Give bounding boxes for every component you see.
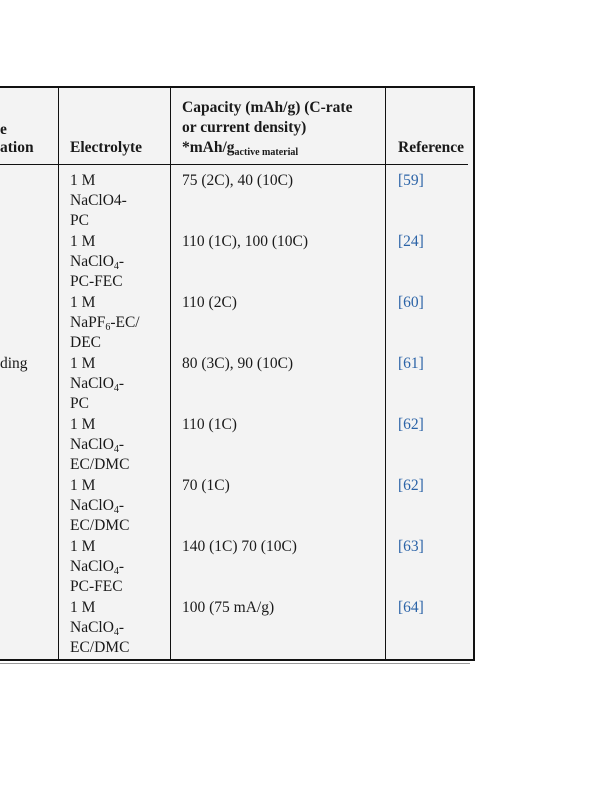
- capacity-cell: 100 (75 mA/g): [182, 599, 275, 616]
- electrolyte-text: NaClO: [70, 253, 114, 270]
- electrolyte-subscript: 4: [113, 261, 119, 272]
- electrolyte-text: NaClO: [70, 375, 114, 392]
- reference-link[interactable]: [62]: [398, 477, 424, 494]
- header-col1-line1: e: [0, 121, 7, 138]
- column-divider: [58, 86, 59, 661]
- electrolyte-line: [70, 211, 89, 231]
- electrolyte-line: [70, 598, 95, 618]
- electrolyte-text: EC/DMC: [70, 639, 130, 656]
- capacity-cell: 80 (3C), 90 (10C): [182, 355, 294, 372]
- electrolyte-text: 1 M: [70, 599, 96, 616]
- header-reference: Reference: [398, 139, 464, 156]
- table-top-rule: [0, 86, 474, 88]
- header-capacity-line3: [182, 138, 298, 158]
- electrolyte-line: [70, 415, 95, 435]
- header-capacity-line1: Capacity (mAh/g) (C-rate: [182, 99, 353, 116]
- electrolyte-line: [70, 496, 124, 516]
- electrolyte-line: [70, 455, 129, 475]
- electrolyte-subscript: 4: [113, 444, 119, 455]
- electrolyte-text: NaClO: [70, 619, 114, 636]
- reference-link[interactable]: [63]: [398, 538, 424, 555]
- electrolyte-text: 1 M: [70, 294, 96, 311]
- header-capacity-line2: or current density): [182, 119, 307, 136]
- electrolyte-text-suffix: -: [118, 436, 125, 453]
- electrolyte-text-suffix: -: [118, 619, 125, 636]
- electrolyte-text: 1 M: [70, 477, 96, 494]
- electrolyte-text: 1 M: [70, 538, 96, 555]
- electrolyte-line: [70, 557, 124, 577]
- electrolyte-text: 1 M: [70, 416, 96, 433]
- electrolyte-text: PC: [70, 395, 89, 412]
- electrolyte-text-suffix: -: [118, 497, 125, 514]
- electrolyte-line: [70, 516, 129, 536]
- electrolyte-text: EC/DMC: [70, 456, 130, 473]
- reference-link[interactable]: [62]: [398, 416, 424, 433]
- electrolyte-line: [70, 537, 95, 557]
- electrolyte-line: [70, 577, 123, 597]
- capacity-cell: 110 (1C): [182, 416, 237, 433]
- capacity-cell: 70 (1C): [182, 477, 230, 494]
- header-col1-line2: ation: [0, 139, 34, 156]
- electrolyte-subscript: 4: [113, 627, 119, 638]
- electrolyte-line: [70, 354, 95, 374]
- col1-partial-cell: ding: [0, 355, 28, 372]
- header-capacity-unit: *mAh/g: [182, 139, 235, 156]
- electrolyte-line: [70, 374, 124, 394]
- electrolyte-line: [70, 272, 123, 292]
- reference-link[interactable]: [59]: [398, 172, 424, 189]
- column-divider: [170, 86, 171, 661]
- electrolyte-subscript: 6: [105, 322, 111, 333]
- reference-link[interactable]: [60]: [398, 294, 424, 311]
- electrolyte-line: [70, 171, 95, 191]
- electrolyte-text: NaClO4-: [70, 192, 127, 209]
- electrolyte-text-suffix: -: [118, 375, 125, 392]
- electrolyte-text: EC/DMC: [70, 517, 130, 534]
- electrolyte-text: NaClO: [70, 558, 114, 575]
- electrolyte-line: [70, 293, 95, 313]
- electrolyte-text: DEC: [70, 334, 101, 351]
- electrolyte-text-suffix: -: [118, 253, 125, 270]
- electrolyte-text-suffix: -EC/: [110, 314, 140, 331]
- electrolyte-text: PC: [70, 212, 89, 229]
- header-electrolyte: Electrolyte: [70, 139, 143, 156]
- reference-link[interactable]: [64]: [398, 599, 424, 616]
- capacity-cell: 110 (2C): [182, 294, 237, 311]
- electrolyte-text: NaPF: [70, 314, 106, 331]
- table-right-border: [473, 86, 475, 661]
- table-underline: [0, 663, 470, 664]
- capacity-cell: 75 (2C), 40 (10C): [182, 172, 294, 189]
- header-capacity-unit-subscript: active material: [234, 147, 299, 158]
- electrolyte-text: PC-FEC: [70, 273, 123, 290]
- electrolyte-line: [70, 252, 124, 272]
- electrolyte-line: [70, 435, 124, 455]
- reference-link[interactable]: [24]: [398, 233, 424, 250]
- electrolyte-line: [70, 191, 127, 211]
- table-bottom-rule: [0, 659, 474, 661]
- electrolyte-text: NaClO: [70, 436, 114, 453]
- column-divider: [385, 86, 386, 661]
- electrolyte-text-suffix: -: [118, 558, 125, 575]
- capacity-cell: 140 (1C) 70 (10C): [182, 538, 297, 555]
- header-rule: [0, 164, 468, 165]
- electrolyte-text: PC-FEC: [70, 578, 123, 595]
- electrolyte-line: [70, 638, 129, 658]
- electrolyte-text: 1 M: [70, 172, 96, 189]
- electrolyte-line: [70, 394, 89, 414]
- electrolyte-line: [70, 333, 101, 353]
- electrolyte-subscript: 4: [113, 383, 119, 394]
- electrolyte-text: 1 M: [70, 355, 96, 372]
- electrolyte-subscript: 4: [113, 505, 119, 516]
- electrolyte-text: 1 M: [70, 233, 96, 250]
- electrolyte-line: [70, 313, 140, 333]
- electrolyte-line: [70, 232, 95, 252]
- electrolyte-line: [70, 476, 95, 496]
- electrolyte-subscript: 4: [113, 566, 119, 577]
- reference-link[interactable]: [61]: [398, 355, 424, 372]
- capacity-cell: 110 (1C), 100 (10C): [182, 233, 308, 250]
- electrolyte-line: [70, 618, 124, 638]
- electrolyte-text: NaClO: [70, 497, 114, 514]
